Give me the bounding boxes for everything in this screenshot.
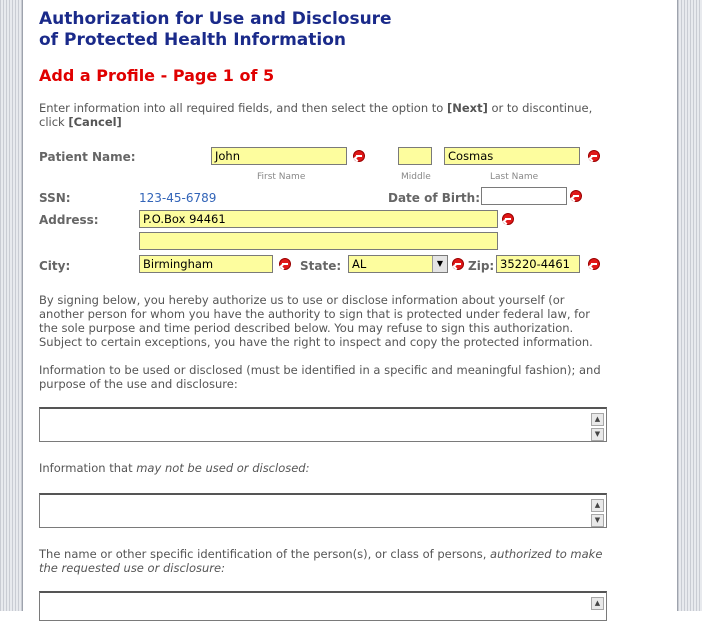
required-icon (502, 213, 514, 225)
scroll-down-icon[interactable]: ▼ (591, 428, 604, 441)
q3-line-1b: authorized to make (490, 547, 603, 561)
ssn-value: 123-45-6789 (139, 191, 217, 205)
city-label: City: (39, 259, 71, 273)
intro-text-3: click (39, 115, 69, 129)
q3-line-1a: The name or other specific identification of the person(s), or class of persons, (39, 547, 491, 561)
state-select[interactable] (348, 255, 448, 273)
address-line1-field[interactable]: P.O.Box 94461 (139, 210, 498, 228)
q1-line-1: Information to be used or disclosed (must be identified in a specific and meaningful fashion); and (39, 363, 601, 377)
title-line-2: of Protected Health Information (39, 30, 347, 50)
left-margin (0, 0, 23, 611)
intro-text-1: Enter information into all required fields, and then select the option to (39, 101, 447, 115)
title-line-1: Authorization for Use and Disclosure (39, 9, 392, 29)
required-icon (588, 258, 600, 270)
address-line2-field[interactable] (139, 232, 498, 250)
consent-line-4: Subject to certain exceptions, you have the right to inspect and copy the protected information. (39, 335, 593, 349)
patient-name-label: Patient Name: (39, 150, 136, 164)
scroll-up-icon[interactable]: ▲ (591, 499, 604, 512)
required-icon (588, 150, 600, 162)
required-icon (570, 190, 582, 202)
chevron-down-icon[interactable]: ▼ (432, 256, 447, 272)
last-name-field[interactable]: Cosmas (444, 147, 580, 165)
state-label: State: (300, 259, 342, 273)
q2-italic: may not be used or disclosed: (136, 461, 310, 475)
info-not-used-textarea[interactable] (39, 493, 607, 528)
dob-label: Date of Birth: (388, 191, 481, 205)
address-label: Address: (39, 213, 99, 227)
city-field[interactable]: Birmingham (139, 255, 273, 273)
scroll-down-icon[interactable]: ▼ (591, 514, 604, 527)
q1-label (39, 363, 639, 391)
page-subtitle: Add a Profile - Page 1 of 5 (39, 66, 275, 85)
required-icon (452, 258, 464, 270)
first-name-caption: First Name (257, 172, 306, 182)
intro-next: [Next] (446, 101, 488, 115)
scroll-up-icon[interactable]: ▲ (591, 597, 604, 610)
intro-text (39, 101, 619, 129)
consent-line-3: the sole purpose and time period described below. You may refuse to sign this authorization. (39, 321, 574, 335)
scrollbar[interactable] (591, 410, 605, 440)
zip-field[interactable]: 35220-4461 (496, 255, 580, 273)
first-name-field[interactable]: John (211, 147, 347, 165)
required-icon (353, 150, 365, 162)
q2-prefix: Information that (39, 461, 137, 475)
q1-line-2: purpose of the use and disclosure: (39, 377, 238, 391)
scrollbar[interactable] (591, 594, 605, 619)
authorized-persons-textarea[interactable] (39, 591, 607, 621)
scrollbar[interactable] (591, 496, 605, 526)
middle-name-field[interactable] (398, 147, 432, 165)
q3-label (39, 547, 639, 575)
info-used-textarea[interactable] (39, 407, 607, 442)
consent-line-2: another person for whom you have the authority to sign that is protected under federal law, for (39, 307, 590, 321)
q2-label (39, 461, 309, 475)
q3-line-2: the requested use or disclosure: (39, 561, 225, 575)
last-name-caption: Last Name (490, 172, 539, 182)
middle-caption: Middle (401, 172, 431, 182)
zip-label: Zip: (468, 259, 495, 273)
dob-field[interactable] (481, 187, 567, 205)
consent-paragraph (39, 293, 639, 349)
consent-line-1: By signing below, you hereby authorize us to use or disclose information about yourself (or (39, 293, 565, 307)
ssn-label: SSN: (39, 191, 71, 205)
page-title (39, 9, 392, 51)
state-value: AL (352, 257, 367, 271)
scroll-up-icon[interactable]: ▲ (591, 413, 604, 426)
right-margin (677, 0, 702, 611)
required-icon (279, 258, 291, 270)
intro-text-2: or to discontinue, (487, 101, 593, 115)
intro-cancel: [Cancel] (68, 115, 122, 129)
